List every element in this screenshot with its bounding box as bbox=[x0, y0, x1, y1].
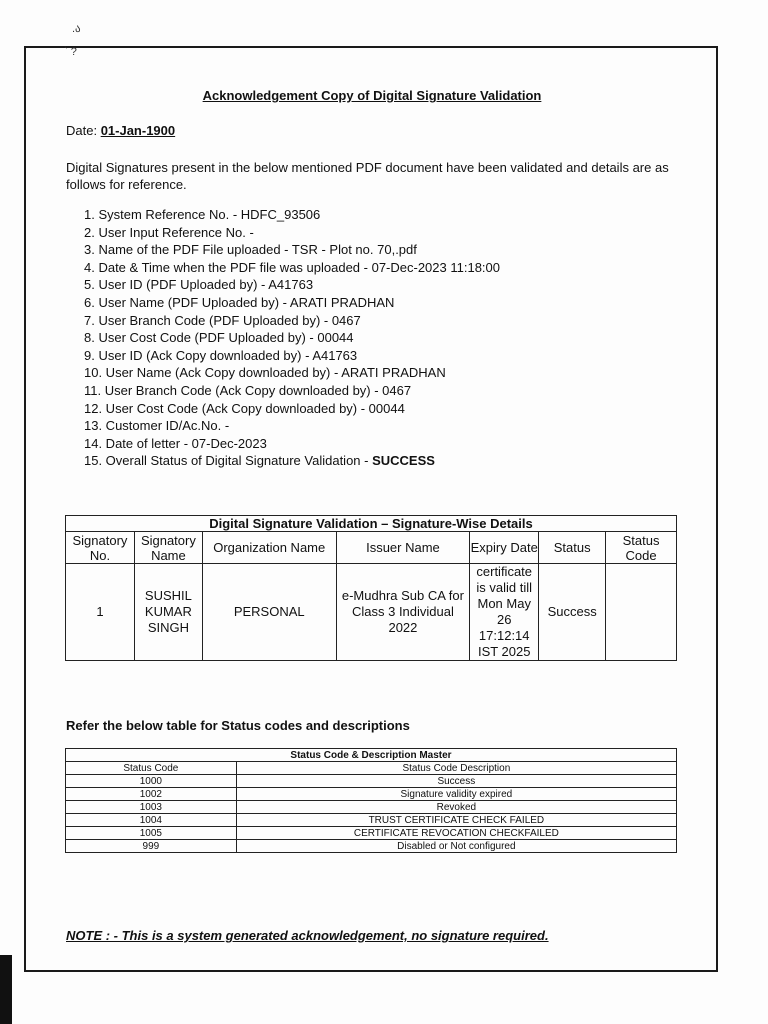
overall-status-label: 15. Overall Status of Digital Signature Validation - bbox=[84, 453, 373, 469]
table-row bbox=[66, 814, 677, 827]
signature-details-table bbox=[65, 515, 677, 661]
scan-edge-bar bbox=[0, 955, 12, 1024]
cell-status: Success bbox=[539, 564, 606, 661]
list-item: 9. User ID (Ack Copy downloaded by) - A41763 bbox=[84, 347, 358, 363]
list-item: 2. User Input Reference No. - bbox=[84, 224, 254, 240]
cell-status-code bbox=[606, 564, 677, 661]
list-item: 13. Customer ID/Ac.No. - bbox=[84, 418, 230, 434]
status-codes-heading: Refer the below table for Status codes and descriptions bbox=[66, 718, 410, 733]
col-header-signatory-name: Signatory Name bbox=[134, 532, 202, 564]
status-code: 1005 bbox=[66, 827, 237, 840]
col-header-description: Status Code Description bbox=[236, 762, 676, 775]
col-header-issuer: Issuer Name bbox=[336, 532, 470, 564]
list-item: 7. User Branch Code (PDF Uploaded by) - 0467 bbox=[84, 312, 361, 328]
footer-note: NOTE : - This is a system generated acknowledgement, no signature required. bbox=[66, 928, 549, 943]
status-code: 1004 bbox=[66, 814, 237, 827]
list-item: 10. User Name (Ack Copy downloaded by) - ARATI PRADHAN bbox=[84, 365, 446, 381]
table-row bbox=[66, 827, 677, 840]
scan-speck: .ა bbox=[72, 23, 81, 35]
status-code: 999 bbox=[66, 840, 237, 853]
status-table-caption: Status Code & Description Master bbox=[66, 749, 677, 762]
date-label: Date: bbox=[66, 123, 101, 138]
list-item: 1. System Reference No. - HDFC_93506 bbox=[84, 207, 321, 222]
date-value: 01-Jan-1900 bbox=[100, 123, 176, 138]
list-item: 8. User Cost Code (PDF Uploaded by) - 00044 bbox=[84, 330, 354, 346]
cell-expiry: certificate is valid till Mon May 26 17:12:14 IST 2025 bbox=[470, 564, 539, 661]
status-code: 1003 bbox=[66, 801, 237, 814]
cell-issuer: e-Mudhra Sub CA for Class 3 Individual 2022 bbox=[336, 564, 470, 661]
cell-signatory-no: 1 bbox=[66, 564, 135, 661]
table-row bbox=[66, 801, 677, 814]
list-item: 5. User ID (PDF Uploaded by) - A41763 bbox=[84, 277, 314, 293]
table-row bbox=[66, 788, 677, 801]
col-header-organization: Organization Name bbox=[202, 532, 336, 564]
list-item: 6. User Name (PDF Uploaded by) - ARATI PRADHAN bbox=[84, 294, 395, 310]
status-description: TRUST CERTIFICATE CHECK FAILED bbox=[236, 814, 676, 827]
list-item: 3. Name of the PDF File uploaded - TSR - Plot no. 70,.pdf bbox=[84, 242, 417, 258]
list-item: 11. User Branch Code (Ack Copy downloaded by) - 0467 bbox=[84, 382, 412, 398]
status-description: Disabled or Not configured bbox=[236, 840, 676, 853]
document-date bbox=[66, 123, 175, 138]
col-header-signatory-no: Signatory No. bbox=[66, 532, 135, 564]
table-row bbox=[66, 775, 677, 788]
status-description: Signature validity expired bbox=[236, 788, 676, 801]
cell-organization: PERSONAL bbox=[202, 564, 336, 661]
status-code: 1000 bbox=[66, 775, 237, 788]
cell-signatory-name: SUSHIL KUMAR SINGH bbox=[134, 564, 202, 661]
status-description: CERTIFICATE REVOCATION CHECKFAILED bbox=[236, 827, 676, 840]
list-item: 14. Date of letter - 07-Dec-2023 bbox=[84, 435, 267, 451]
details-list bbox=[84, 206, 500, 470]
table-row bbox=[66, 564, 677, 661]
col-header-status: Status bbox=[539, 532, 606, 564]
list-item-overall-status bbox=[84, 452, 500, 470]
intro-paragraph: Digital Signatures present in the below mentioned PDF document have been validated and details are as follows for reference. bbox=[66, 160, 669, 192]
status-code: 1002 bbox=[66, 788, 237, 801]
col-header-status-code: Status Code bbox=[606, 532, 677, 564]
scan-speck: ` ? bbox=[64, 46, 77, 58]
list-item: 12. User Cost Code (Ack Copy downloaded by) - 00044 bbox=[84, 400, 405, 416]
status-code-table bbox=[65, 748, 677, 853]
list-item: 4. Date & Time when the PDF file was uploaded - 07-Dec-2023 11:18:00 bbox=[84, 259, 500, 275]
col-header-expiry: Expiry Date bbox=[470, 532, 539, 564]
document-title: Acknowledgement Copy of Digital Signature Validation bbox=[202, 88, 542, 103]
table-row bbox=[66, 840, 677, 853]
col-header-code: Status Code bbox=[66, 762, 237, 775]
overall-status-value: SUCCESS bbox=[372, 453, 435, 469]
signature-table-caption: Digital Signature Validation – Signature-Wise Details bbox=[66, 516, 677, 532]
status-description: Revoked bbox=[236, 801, 676, 814]
status-description: Success bbox=[236, 775, 676, 788]
